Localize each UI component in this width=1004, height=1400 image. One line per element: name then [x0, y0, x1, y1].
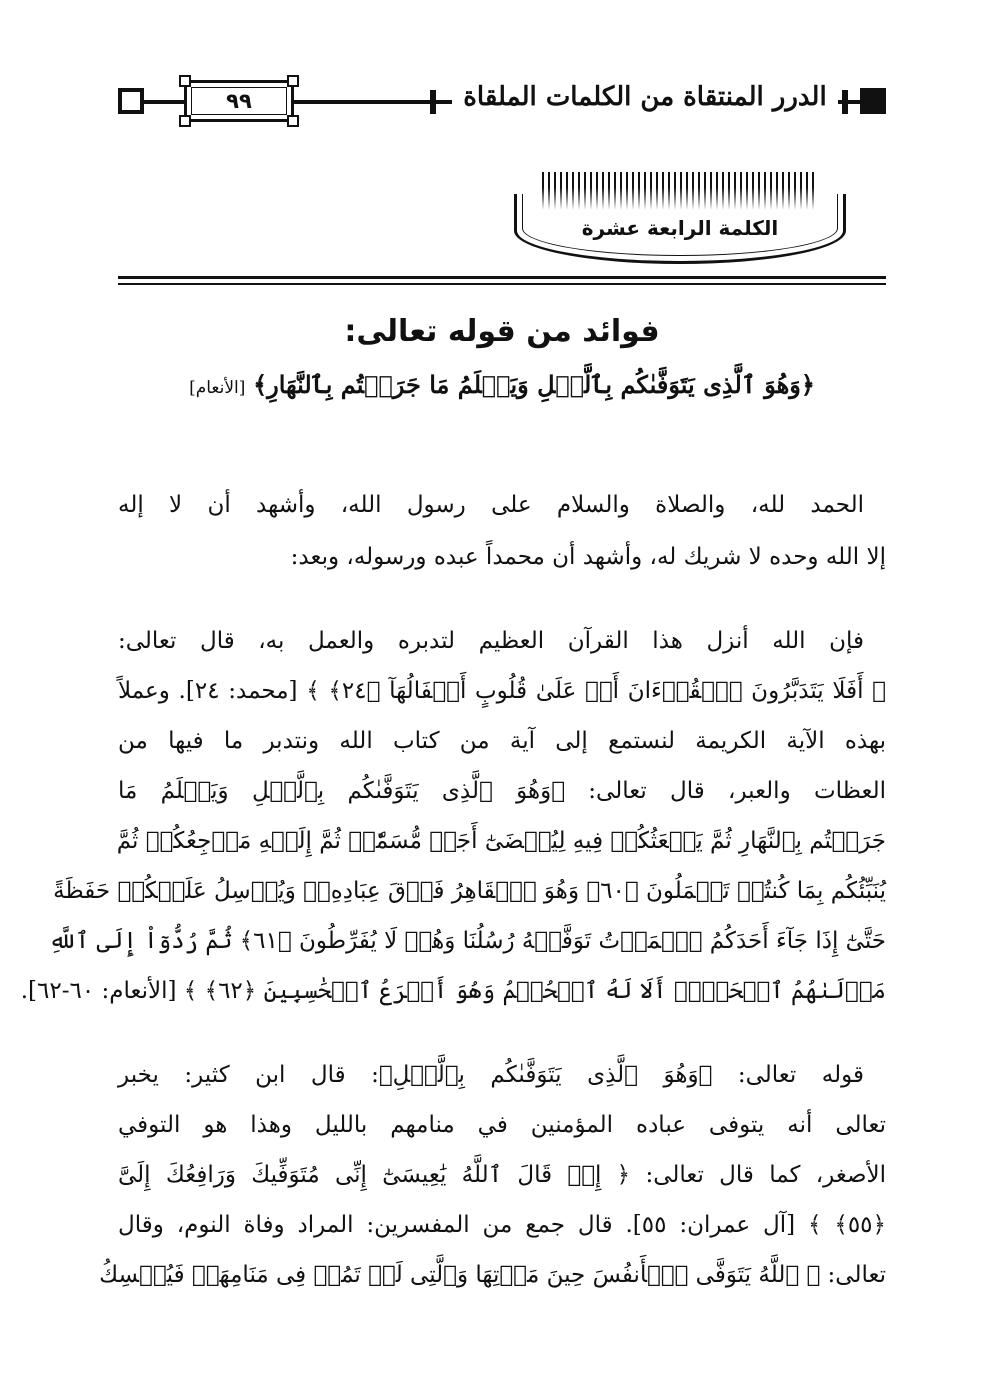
header-bar-ornament	[430, 90, 436, 114]
text-line: الحمد لله، والصلاة والسلام على رسول الله، وأشهد أن لا إله	[118, 492, 864, 518]
text-line: بهذه الآية الكريمة لنستمع إلى آية من كتاب الله ونتدبر ما فيها من	[118, 728, 886, 754]
section-heading: فوائد من قوله تعالى:	[344, 314, 660, 349]
text-line: فإن الله أنزل هذا القرآن العظيم لتدبره والعمل به، قال تعالى:	[118, 628, 864, 654]
text-line: إلا الله وحده لا شريك له، وأشهد أن محمداً عبده ورسوله، وبعد:	[290, 544, 886, 570]
heading-verse-reference: [الأنعام]	[189, 378, 246, 398]
text-line: ﴿٥٥﴾ ﴾ [آل عمران: ٥٥]. قال جمع من المفسرين: المراد وفاة النوم، وقال	[118, 1212, 887, 1238]
page-number-frame	[184, 80, 294, 122]
chapter-ornament	[514, 172, 846, 264]
book-title: الدرر المنتقاة من الكلمات الملقاة	[452, 82, 838, 112]
text-line: تعالى أنه يتوفى عباده المؤمنين في منامهم بالليل وهذا هو التوفي	[118, 1112, 886, 1138]
text-line: حَتَّىٰٓ إِذَا جَآءَ أَحَدَكُمُ ٱلۡمَوۡتُ تَوَفَّتۡهُ رُسُلُنَا وَهُمۡ لَا يُفَرِّطُونَ ﴿٦١﴾ ثُمَّ رُدُّوٓاْ إِلَى ٱللَّهِ	[48, 928, 886, 954]
section-divider	[118, 276, 886, 279]
header-bar-ornament	[842, 90, 848, 114]
section-divider-thin	[118, 283, 886, 285]
text-line: مَوۡلَىٰهُمُ ٱلۡحَقِّۚ أَلَا لَهُ ٱلۡحُكۡمُ وَهُوَ أَسۡرَعُ ٱلۡحَٰسِبِينَ ﴿٦٢﴾ ﴾ [الأنعام: ٦٠-٦٢].	[20, 978, 886, 1004]
text-line: الأصغر، كما قال تعالى: ﴿ إِذۡ قَالَ ٱللَّهُ يَٰعِيسَىٰٓ إِنِّى مُتَوَفِّيكَ وَرَافِعُكَ إِلَىَّ	[118, 1162, 886, 1188]
chapter-label: الكلمة الرابعة عشرة	[581, 216, 779, 240]
header-square-filled	[860, 88, 886, 114]
text-line: يُنَبِّئُكُم بِمَا كُنتُمۡ تَعۡمَلُونَ ﴿٦٠﴾ وَهُوَ ٱلۡقَاهِرُ فَوۡقَ عِبَادِهِۦۖ وَيُرۡسِلُ عَلَيۡكُمۡ حَفَظَةً	[53, 878, 886, 904]
section-subheading	[118, 370, 886, 399]
text-line: جَرَحۡتُم بِٱلنَّهَارِ ثُمَّ يَبۡعَثُكُمۡ فِيهِ لِيُقۡضَىٰٓ أَجَلٞ مُّسَمّٗىۖ ثُمَّ إِلَيۡهِ مَرۡجِعُكُمۡ ثُمَّ	[116, 828, 886, 854]
heading-verse: ﴿وَهُوَ ٱلَّذِى يَتَوَفَّىٰكُم بِٱلَّيۡلِ وَيَعۡلَمُ مَا جَرَحۡتُم بِٱلنَّهَارِ﴾	[253, 370, 815, 399]
text-line: العظات والعبر، قال تعالى: ﴿وَهُوَ ٱلَّذِى يَتَوَفَّىٰكُم بِٱلَّيۡلِ وَيَعۡلَمُ مَا	[118, 778, 886, 804]
text-line: تعالى: ﴿ ٱللَّهُ يَتَوَفَّى ٱلۡأَنفُسَ حِينَ مَوۡتِهَا وَٱلَّتِى لَمۡ تَمُتۡ فِى مَنَامِهَاۖ فَيُمۡسِكُ	[99, 1262, 886, 1288]
running-header	[0, 78, 1004, 126]
header-square-outline	[118, 88, 144, 114]
text-line: ﴿ أَفَلَا يَتَدَبَّرُونَ ٱلۡقُرۡءَانَ أَمۡ عَلَىٰ قُلُوبٍ أَقۡفَالُهَآ ﴿٢٤﴾ ﴾ [محمد: ٢٤]. وعملاً	[118, 678, 886, 704]
page-number: ٩٩	[226, 89, 252, 113]
text-line: قوله تعالى: ﴿وَهُوَ ٱلَّذِى يَتَوَفَّىٰكُم بِٱلَّيۡلِ﴾: قال ابن كثير: يخبر	[118, 1062, 864, 1088]
